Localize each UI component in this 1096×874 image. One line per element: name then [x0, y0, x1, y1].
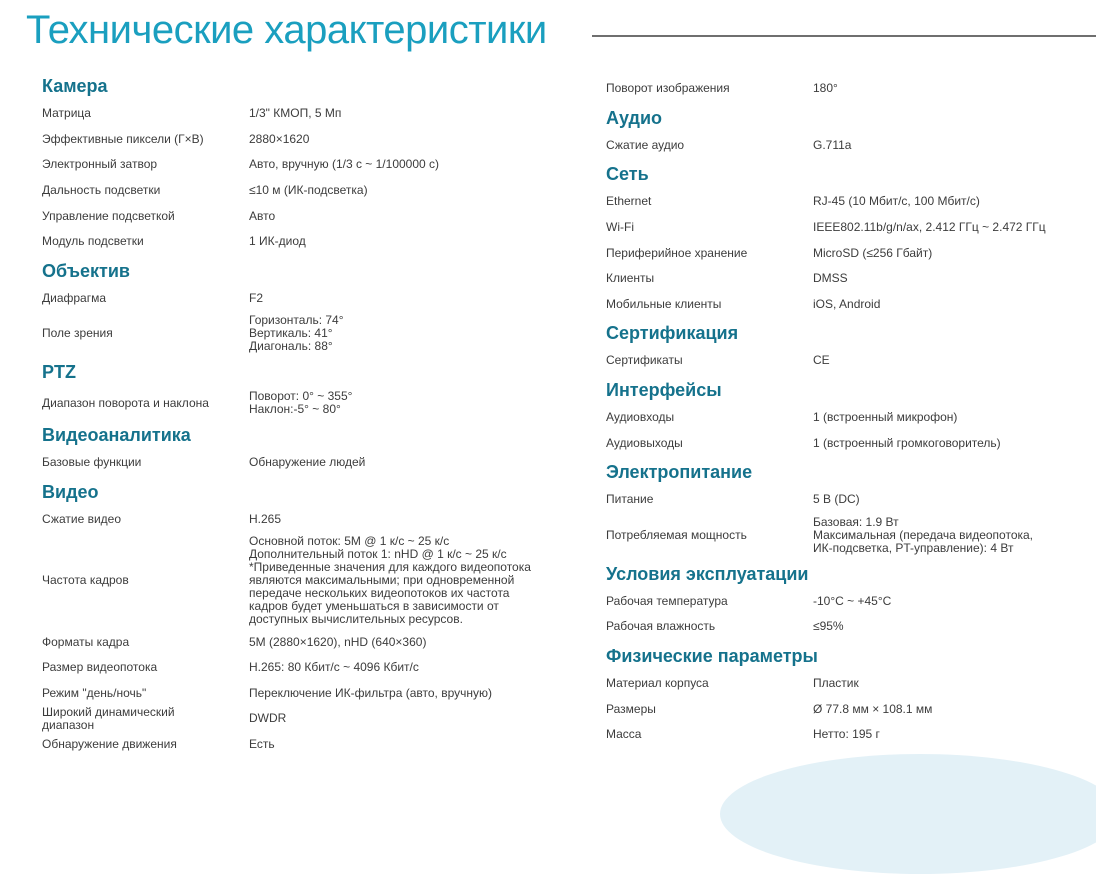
- spec-value-line: CE: [813, 353, 830, 368]
- spec-value: [249, 636, 562, 649]
- spec-row: [606, 513, 1076, 558]
- spec-value: [249, 210, 562, 223]
- spec-label: Диафрагма: [42, 290, 107, 305]
- spec-row: [42, 450, 562, 476]
- spec-section: [42, 72, 562, 255]
- section-title: Электропитание: [606, 461, 753, 482]
- spec-label: Форматы кадра: [42, 634, 130, 649]
- spec-label: Размер видеопотока: [42, 660, 158, 675]
- spec-row: [606, 215, 1076, 241]
- spec-value-line: Есть: [249, 737, 275, 752]
- spec-value: [813, 620, 1076, 633]
- spec-value-line: 1/3" КМОП, 5 Мп: [249, 106, 342, 121]
- spec-row: [606, 266, 1076, 292]
- spec-row: [42, 203, 562, 229]
- spec-label: Аудиовходы: [606, 410, 675, 425]
- spec-row: [42, 532, 562, 629]
- spec-value: [813, 703, 1076, 716]
- spec-label: Ethernet: [606, 194, 652, 209]
- spec-row: [606, 133, 1076, 159]
- spec-row: [606, 76, 1076, 102]
- spec-value-line: Базовая: 1.9 Вт: [813, 514, 899, 529]
- spec-value: [813, 728, 1076, 741]
- spec-value: [813, 411, 1076, 424]
- spec-label: Аудиовыходы: [606, 435, 683, 450]
- spec-value-line: ≤10 м (ИК-подсветка): [249, 183, 368, 198]
- spec-section: [606, 642, 1076, 748]
- spec-value: [813, 195, 1076, 208]
- spec-value-line: Наклон:-5° ~ 80°: [249, 402, 341, 417]
- decorative-shape: [720, 754, 1096, 874]
- spec-value: [249, 292, 562, 305]
- spec-row: [606, 430, 1076, 456]
- spec-value: [813, 247, 1076, 260]
- spec-value-line: Авто, вручную (1/3 с ~ 1/100000 с): [249, 157, 440, 172]
- spec-value: [813, 677, 1076, 690]
- spec-value: [249, 107, 562, 120]
- spec-value: [813, 493, 1076, 506]
- spec-value-line: 1 (встроенный громкоговоритель): [813, 435, 1001, 450]
- spec-row: [606, 614, 1076, 640]
- spec-label: Частота кадров: [42, 573, 129, 588]
- spec-value-line: *Приведенные значения для каждого видеопотока: [249, 560, 531, 575]
- spec-value: [249, 712, 562, 725]
- spec-value-line: Вертикаль: 41°: [249, 326, 333, 341]
- spec-value: [813, 82, 1076, 95]
- spec-label: Дальность подсветки: [42, 183, 161, 198]
- spec-label: Wi-Fi: [606, 220, 634, 235]
- spec-value: [813, 516, 1076, 555]
- spec-section: [606, 104, 1076, 159]
- spec-value: [813, 595, 1076, 608]
- section-title: Камера: [42, 76, 108, 96]
- spec-value-line: Дополнительный поток 1: nHD @ 1 к/с ~ 25 к/с: [249, 547, 507, 562]
- spec-value: [813, 437, 1076, 450]
- spec-section: [42, 478, 562, 758]
- spec-value: [249, 687, 562, 700]
- spec-row: [42, 127, 562, 153]
- spec-section: [606, 560, 1076, 640]
- spec-row: [42, 507, 562, 533]
- spec-section: [42, 421, 562, 476]
- spec-value-line: передаче нескольких видеопотоков их частота: [249, 586, 510, 601]
- spec-value: [813, 354, 1076, 367]
- spec-label: Электронный затвор: [42, 157, 158, 172]
- spec-row: [606, 240, 1076, 266]
- spec-row: [606, 671, 1076, 697]
- spec-value: [249, 738, 562, 751]
- spec-label: Рабочая температура: [606, 593, 728, 608]
- section-title: Видеоаналитика: [42, 425, 191, 446]
- spec-value: [249, 133, 562, 146]
- spec-row: [606, 292, 1076, 318]
- spec-label: Сжатие видео: [42, 512, 122, 527]
- spec-value-line: 5M (2880×1620), nHD (640×360): [249, 634, 427, 649]
- spec-row: [42, 229, 562, 255]
- spec-value: [813, 221, 1076, 234]
- spec-value-line: DMSS: [813, 271, 848, 286]
- spec-value: [813, 139, 1076, 152]
- spec-label: Потребляемая мощность: [606, 527, 747, 542]
- spec-row: [606, 189, 1076, 215]
- spec-row: [42, 387, 562, 419]
- spec-section: [606, 160, 1076, 317]
- spec-label: Управление подсветкой: [42, 208, 175, 223]
- spec-row: [42, 152, 562, 178]
- spec-value-line: Поворот: 0° ~ 355°: [249, 389, 353, 404]
- spec-row: [42, 286, 562, 312]
- spec-value-line: являются максимальными; при одновременной: [249, 573, 515, 588]
- spec-row: [42, 178, 562, 204]
- spec-value-line: доступных вычислительных ресурсов.: [249, 612, 463, 627]
- spec-section: [42, 257, 562, 357]
- spec-value-line: H.265: 80 Кбит/с ~ 4096 Кбит/с: [249, 660, 419, 675]
- spec-value-line: G.711a: [813, 137, 852, 152]
- spec-value-line: RJ-45 (10 Мбит/с, 100 Мбит/с): [813, 194, 980, 209]
- spec-label: Модуль подсветки: [42, 234, 144, 249]
- spec-label: Обнаружение движения: [42, 737, 177, 752]
- spec-value: [249, 661, 562, 674]
- spec-value: [249, 235, 562, 248]
- spec-value: [249, 456, 562, 469]
- spec-label: Эффективные пиксели (Г×В): [42, 131, 204, 146]
- spec-value-line: DWDR: [249, 711, 287, 726]
- spec-label: Базовые функции: [42, 455, 142, 470]
- spec-label: Мобильные клиенты: [606, 296, 722, 311]
- spec-section: [606, 319, 1076, 374]
- spec-value-line: MicroSD (≤256 Гбайт): [813, 245, 933, 260]
- section-title: Интерфейсы: [606, 379, 722, 400]
- spec-value-line: Авто: [249, 208, 276, 223]
- spec-label: Рабочая влажность: [606, 619, 716, 634]
- spec-value-line: Диагональ: 88°: [249, 339, 333, 354]
- spec-label: Периферийное хранение: [606, 245, 748, 260]
- spec-label: Клиенты: [606, 271, 655, 286]
- spec-row: [606, 722, 1076, 748]
- section-title: PTZ: [42, 362, 76, 383]
- spec-label: Размеры: [606, 701, 656, 716]
- spec-value: [249, 314, 562, 353]
- spec-value-line: 1 (встроенный микрофон): [813, 410, 958, 425]
- spec-value-line: кадров будет уменьшаться в зависимости от: [249, 599, 499, 614]
- spec-label: Широкий динамический диапазон: [42, 704, 175, 732]
- spec-value: [249, 184, 562, 197]
- spec-value-line: ИК-подсветка, PT-управление): 4 Вт: [813, 540, 1014, 555]
- page-title: Технические характеристики: [26, 8, 547, 52]
- spec-value-line: 180°: [813, 81, 838, 96]
- spec-row: [42, 629, 562, 655]
- spec-section: [42, 358, 562, 419]
- spec-row: [606, 589, 1076, 615]
- title-divider: [592, 35, 1096, 37]
- spec-value-line: Нетто: 195 г: [813, 727, 880, 742]
- spec-value-line: H.265: [249, 512, 282, 527]
- right-column: [606, 76, 1076, 748]
- spec-value-line: Переключение ИК-фильтра (авто, вручную): [249, 685, 492, 700]
- spec-section: [606, 376, 1076, 456]
- spec-value: [813, 272, 1076, 285]
- section-title: Видео: [42, 481, 99, 502]
- spec-label: Масса: [606, 727, 642, 742]
- spec-value-line: Обнаружение людей: [249, 455, 366, 470]
- spec-value-line: Горизонталь: 74°: [249, 313, 344, 328]
- spec-value-line: 2880×1620: [249, 131, 310, 146]
- spec-label: Материал корпуса: [606, 676, 709, 691]
- spec-row: [42, 706, 562, 732]
- spec-value-line: F2: [249, 290, 264, 305]
- spec-value-line: iOS, Android: [813, 296, 881, 311]
- spec-label: Сжатие аудио: [606, 137, 685, 152]
- spec-label: Питание: [606, 492, 654, 507]
- section-title: Условия эксплуатации: [606, 563, 809, 584]
- spec-section: [606, 458, 1076, 558]
- spec-value: [249, 513, 562, 526]
- left-column: [42, 70, 562, 757]
- spec-row: [606, 405, 1076, 431]
- spec-label: Диапазон поворота и наклона: [42, 395, 209, 410]
- spec-value-line: 5 В (DC): [813, 492, 860, 507]
- section-title: Объектив: [42, 260, 130, 281]
- spec-row: [606, 348, 1076, 374]
- spec-row: [42, 101, 562, 127]
- spec-label: Поворот изображения: [606, 81, 730, 96]
- spec-value: [249, 390, 562, 416]
- spec-row: [606, 487, 1076, 513]
- spec-row: [42, 311, 562, 356]
- spec-value-line: Ø 77.8 мм × 108.1 мм: [813, 701, 933, 716]
- spec-row: [42, 655, 562, 681]
- spec-value-line: Пластик: [813, 676, 859, 691]
- section-title: Аудио: [606, 107, 663, 128]
- spec-value-line: Максимальная (передача видеопотока,: [813, 527, 1034, 542]
- spec-row: [42, 732, 562, 758]
- spec-label: Режим "день/ночь": [42, 685, 147, 700]
- section-title: Сертификация: [606, 323, 739, 344]
- spec-row: [606, 696, 1076, 722]
- spec-label: Сертификаты: [606, 353, 683, 368]
- spec-value: [813, 298, 1076, 311]
- spec-value-line: ≤95%: [813, 619, 844, 634]
- spec-label: Матрица: [42, 106, 91, 121]
- section-title: Физические параметры: [606, 645, 818, 666]
- spec-row: [42, 681, 562, 707]
- section-title: Сеть: [606, 164, 649, 185]
- spec-value: [249, 535, 562, 626]
- spec-value-line: -10°C ~ +45°C: [813, 593, 892, 608]
- spec-value-line: IEEE802.11b/g/n/ax, 2.412 ГГц ~ 2.472 ГГц: [813, 220, 1046, 235]
- spec-value-line: 1 ИК-диод: [249, 234, 306, 249]
- spec-value: [249, 158, 562, 171]
- spec-label: Поле зрения: [42, 326, 113, 341]
- spec-value-line: Основной поток: 5M @ 1 к/с ~ 25 к/с: [249, 534, 450, 549]
